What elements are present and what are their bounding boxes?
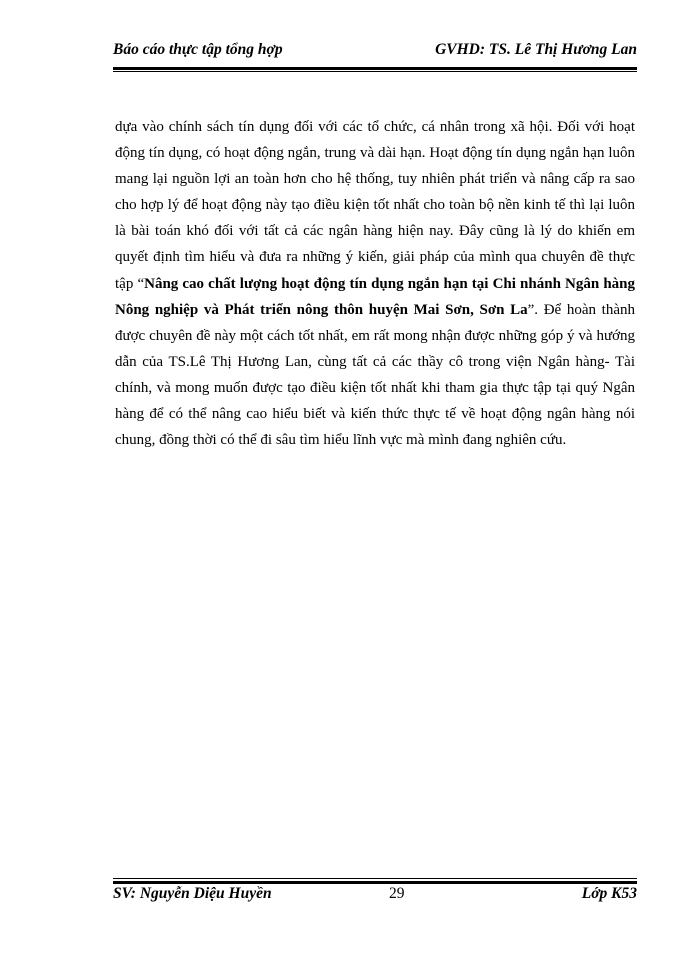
header-rule-thin <box>113 71 637 72</box>
footer-student-name: SV: Nguyễn Diệu Huyền <box>113 885 272 902</box>
page-number: 29 <box>389 885 405 902</box>
header-supervisor: GVHD: TS. Lê Thị Hương Lan <box>435 41 637 58</box>
body-paragraph <box>115 114 635 453</box>
footer-class: Lớp K53 <box>581 885 637 902</box>
body-text-part1: dựa vào chính sách tín dụng đối với các tổ chức, cá nhân trong xã hội. Đối với hoạt động tín dụng, có hoạt động ngắn, trung và dài hạn. Hoạt động tín dụng ngắn hạn luôn mang lại nguồn lợi an toàn hơn cho hệ thống, tuy nhiên phát triển và nâng cấp ra sao cho hợp lý để hoạt động này tạo điều kiện tốt nhất cho toàn bộ nền kinh tế thì lại luôn là bài toán khó đối với tất cả các ngân hàng hiện nay. Đây cũng là lý do khiến em quyết định tìm hiểu và đưa ra những ý kiến, giải pháp của mình qua chuyên đề thực tập “ <box>115 119 635 292</box>
body-text-part2: ”. Để hoàn thành được chuyên đề này một cách tốt nhất, em rất mong nhận được những góp ý và hướng dẫn của TS.Lê Thị Hương Lan, cùng tất cả các thầy cô trong viện Ngân hàng- Tài chính, và mong muốn được tạo điều kiện tốt nhất khi tham gia thực tập tại quý Ngân hàng để có thể nâng cao hiểu biết và kiến thức thực tế về hoạt động ngân hàng nói chung, đồng thời có thể đi sâu tìm hiểu lĩnh vực mà mình đang nghiên cứu. <box>115 301 635 449</box>
page-header <box>113 38 637 68</box>
header-report-title: Báo cáo thực tập tổng hợp <box>113 41 283 58</box>
header-rule-thick <box>113 67 637 70</box>
page-footer <box>113 882 637 906</box>
footer-rule-thin <box>113 878 637 879</box>
topic-title: Nâng cao chất lượng hoạt động tín dụng ngắn hạn tại Chi nhánh Ngân hàng Nông nghiệp và Phát triển nông thôn huyện Mai Sơn, Sơn La <box>115 275 635 318</box>
